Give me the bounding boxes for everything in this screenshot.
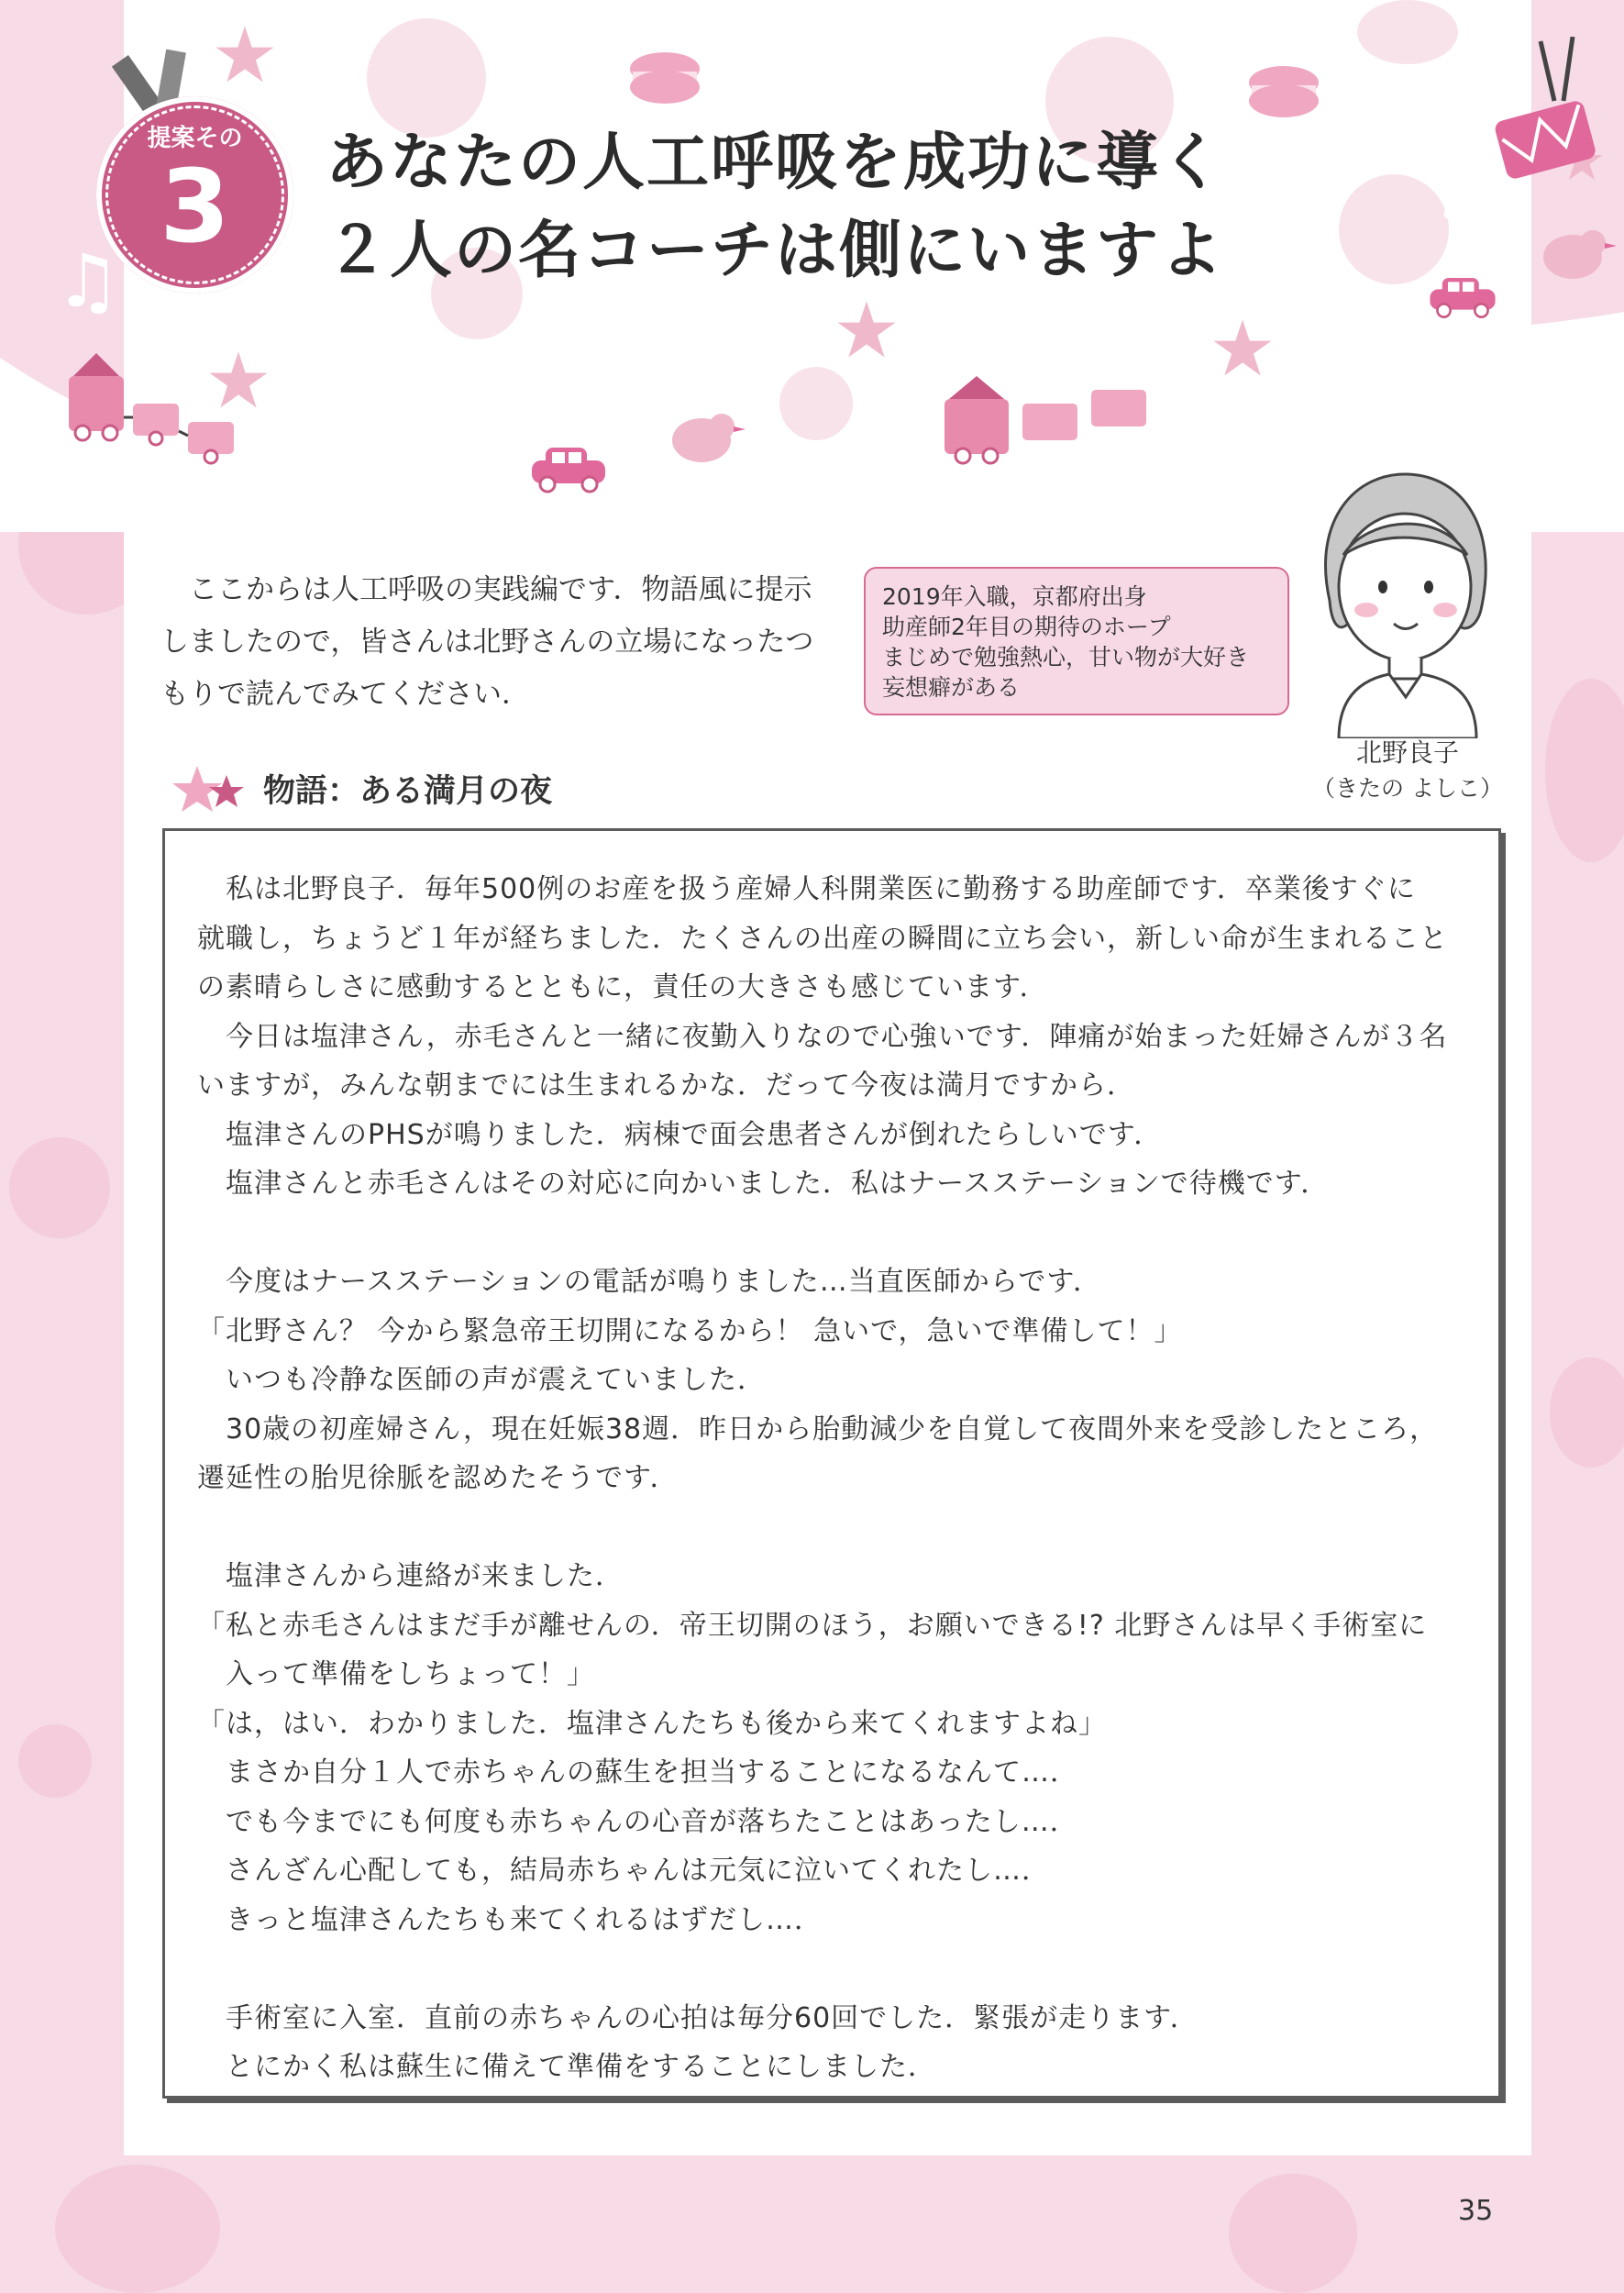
background-dot (1550, 1357, 1624, 1468)
page-title (326, 119, 1224, 295)
story-line: 塩津さんのPHSが鳴りました．病棟で面会患者さんが倒れたらしいです． (197, 1118, 1163, 1151)
bird-icon (665, 404, 747, 468)
story-line: とにかく私は蘇生に備えて準備をすることにしました． (197, 2051, 936, 2083)
profile-line: 2019年入職，京都府出身 (882, 583, 1147, 610)
story-line: 就職し，ちょうど１年が経ちました．たくさんの出産の瞬間に立ち会い，新しい命が生まれること (197, 922, 1448, 955)
title-line: ２人の名コーチは側にいますよ (326, 215, 1225, 287)
background-dot (1229, 2174, 1357, 2293)
toy-train-icon (60, 339, 271, 477)
toy-car-icon (527, 440, 610, 495)
profile-line: 助産師2年目の期待のホープ (882, 614, 1171, 640)
music-note-icon: ♫ (1431, 151, 1497, 237)
music-note-icon: ♪ (394, 408, 436, 483)
star-icon (1210, 316, 1275, 381)
background-dot (55, 2165, 220, 2293)
music-note-icon: ♪ (1142, 280, 1183, 355)
intro-line: もりで読んでみてください． (160, 678, 530, 711)
music-note-icon: ♫ (55, 238, 121, 324)
story-line: きっと塩津さんたちも来てくれるはずだし…． (197, 1903, 823, 1936)
stars-icon (170, 761, 252, 816)
background-dot (18, 1724, 92, 1798)
profile-box (864, 567, 1289, 715)
character-kana: （きたの よしこ） (1312, 775, 1503, 802)
story-line: 「北野さん？ 今から緊急帝王切開になるから！ 急いで，急いで準備して！」 (197, 1314, 1183, 1347)
story-line: 「私と赤毛さんはまだ手が離せんの．帝王切開のほう，お願いできる!? 北野さんは早く手術室に (197, 1609, 1428, 1642)
profile-line: 妄想癖がある (882, 674, 1021, 701)
character-portrait (1302, 463, 1504, 738)
toy-car-icon (1426, 271, 1499, 321)
intro-line: ここからは人工呼吸の実践編です．物語風に提示 (189, 573, 812, 606)
macaron-icon (1243, 60, 1325, 124)
story-line: 塩津さんから連絡が来ました． (197, 1560, 624, 1592)
story-line: 今度はナースステーションの電話が鳴りました…当直医師からです． (197, 1266, 1101, 1298)
story-line: 入って準備をしちょって！」 (197, 1658, 595, 1690)
story-line: 手術室に入室．直前の赤ちゃんの心拍は毎分60回でした．緊張が走ります． (197, 2001, 1199, 2034)
story-line: 私は北野良子．毎年500例のお産を扱う産婦人科開業医に勤務する助産師です．卒業後すぐに (197, 873, 1416, 905)
page-number: 35 (1458, 2195, 1494, 2227)
proposal-badge (96, 96, 293, 294)
story-heading (170, 761, 552, 816)
toy-train-icon (935, 362, 1174, 472)
badge-number: 3 (160, 148, 230, 265)
story-line: 今日は塩津さん，赤毛さんと一緒に夜勤入りなので心強いです．陣痛が始まった妊婦さんが３名 (197, 1020, 1448, 1053)
background-dot (1545, 679, 1624, 862)
story-line: いつも冷静な医師の声が震えていました． (197, 1364, 766, 1396)
story-box (162, 828, 1501, 2099)
story-line: まさか自分１人で赤ちゃんの蘇生を担当することになるなんて…． (197, 1756, 1078, 1789)
badge-label: 提案その (147, 125, 243, 152)
story-title: 物語：ある満月の夜 (263, 773, 553, 810)
story-line: さんざん心配しても，結局赤ちゃんは元気に泣いてくれたし…． (197, 1855, 1050, 1887)
title-line: あなたの人工呼吸を成功に導く (326, 127, 1225, 199)
story-line: 30歳の初産婦さん，現在妊娠38週．昨日から胎動減少を自覚して夜間外来を受診したところ， (197, 1412, 1439, 1446)
bird-icon (1536, 220, 1618, 284)
star-icon (834, 298, 899, 362)
page-header (0, 0, 1624, 532)
story-line: 遷延性の胎児徐脈を認めたそうです． (197, 1462, 679, 1494)
decor-circle (1357, 0, 1458, 64)
intro-paragraph (160, 564, 844, 721)
toy-drum-icon (1486, 37, 1605, 193)
story-line: の素晴らしさに感動するとともに，責任の大きさも感じています． (197, 971, 1048, 1003)
story-line: 塩津さんと赤毛さんはその対応に向かいました．私はナースステーションで待機です． (197, 1168, 1330, 1200)
character-name: 北野良子 (1355, 737, 1459, 768)
story-line: 「は，はい．わかりました．塩津さんたちも後から来てくれますよね」 (197, 1707, 1107, 1740)
macaron-icon (624, 46, 706, 110)
intro-line: しましたので，皆さんは北野さんの立場になったつ (160, 626, 814, 659)
star-icon (213, 23, 277, 87)
background-dot (9, 1137, 110, 1238)
story-line: いますが，みんな朝までには生まれるかな．だって今夜は満月ですから． (197, 1069, 1135, 1102)
story-line: でも今までにも何度も赤ちゃんの心音が落ちたことはあったし…． (197, 1805, 1078, 1838)
profile-line: まじめで勉強熱心，甘い物が大好き (882, 644, 1250, 670)
